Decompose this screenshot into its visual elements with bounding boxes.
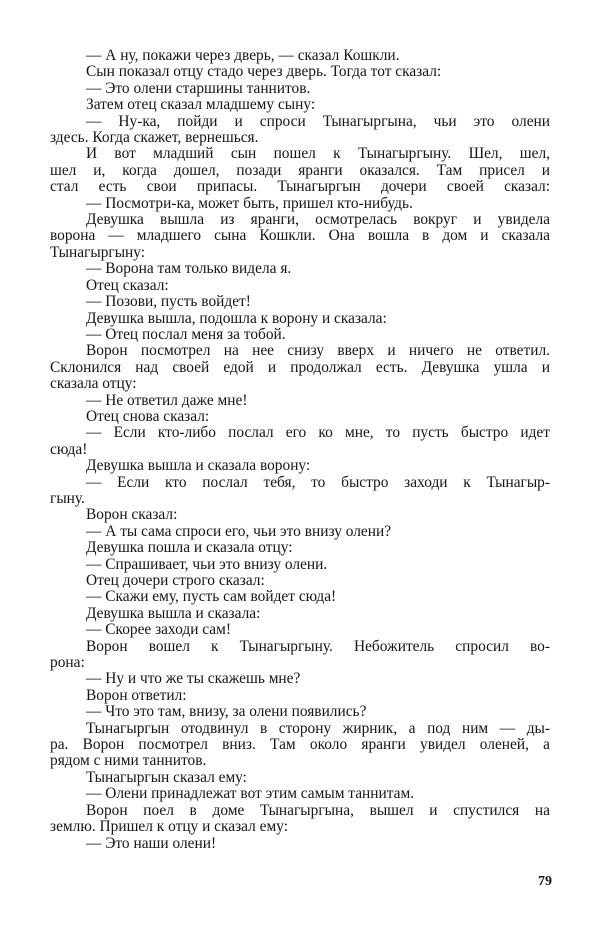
text-line: Сын показал отцу стадо через дверь. Тогда тот сказал: [86,63,442,81]
text-line: — Ворона там только видела я. [86,260,292,278]
text-line: гыну. [50,489,85,507]
text-line: Девушка вышла из яранги, осмотрелась вокруг и увидела [86,211,550,229]
text-line: Девушка пошла и сказала отцу: [86,539,293,557]
text-line: Отец снова сказал: [86,407,210,425]
text-line: Девушка вышла и сказала ворону: [86,457,311,475]
text-line: ра. Ворон посмотрел вниз. Там около яранги увидел оленей, а [50,736,550,754]
text-line: здесь. Когда скажет, вернешься. [50,129,259,147]
text-line: Девушка вышла и сказала: [86,604,261,622]
text-line: — Если кто-либо послал его ко мне, то пусть быстро идет [86,424,550,442]
text-line: Тынагыргын сказал ему: [86,768,247,786]
text-line: Тынагыргыну: [50,243,146,261]
text-line: — Скорее заходи сам! [86,621,232,639]
text-line: Ворон сказал: [86,506,178,524]
text-line: Ворон посмотрел на нее снизу вверх и ничего не ответил. [86,342,550,360]
text-line: — Это олени старшины таннитов. [86,79,311,97]
text-line: И вот младший сын пошел к Тынагыргыну. Шел, шел, [86,145,550,163]
text-line: — Позови, пусть войдет! [86,293,251,311]
text-line: — Ну и что же ты скажешь мне? [86,670,301,688]
text-line: Девушка вышла, подошла к ворону и сказала: [86,309,387,327]
text-line: — Отец послал меня за тобой. [86,325,286,343]
text-line: сюда! [50,440,88,458]
text-line: — А ты сама спроси его, чьи это внизу олени? [86,522,392,540]
text-line: Отец сказал: [86,276,169,294]
text-line: — Спрашивает, чьи это внизу олени. [86,555,328,573]
text-line: Тынагыргын отодвинул в сторону жирник, а под ним — ды- [86,719,550,737]
text-line: стал есть свои припасы. Тынагыргын дочери своей сказал: [50,178,550,196]
text-line: — Посмотри-ка, может быть, пришел кто-нибудь. [86,194,413,212]
text-line: Отец дочери строго сказал: [86,572,265,589]
text-line: Ворон ответил: [86,686,187,704]
text-line: Затем отец сказал младшему сыну: [86,96,316,114]
text-line: — Если кто послал тебя, то быстро заходи к Тынагыр- [86,473,550,491]
text-line: — Ну-ка, пойди и спроси Тынагыргына, чьи это олени [86,112,550,130]
text-line: рона: [50,654,85,672]
text-line: Ворон вошел к Тынагыргыну. Небожитель спросил во- [86,637,550,655]
page-number: 79 [538,874,552,889]
text-line: — Что это там, внизу, за олени появились? [86,703,367,721]
story-text [50,47,550,852]
text-line: ворона — младшего сына Кошкли. Она вошла в дом и сказала [50,227,550,245]
text-line: — А ну, покажи через дверь, — сказал Кошкли. [86,47,400,64]
text-line: — Олени принадлежат вот этим самым таннитам. [86,785,415,803]
text-line: — Не ответил даже мне! [86,391,248,409]
text-line: рядом с ними таннитов. [50,752,207,770]
text-line: Склонился над своей едой и продолжал есть. Девушка ушла и [50,358,550,376]
text-line: Ворон поел в доме Тынагыргына, вышел и спустился на [86,801,550,819]
text-line: — Это наши олени! [86,834,217,852]
text-line: сказала отцу: [50,375,137,393]
text-line: — Скажи ему, пусть сам войдет сюда! [86,588,337,606]
text-line: шел и, когда дошел, позади яранги оказался. Там присел и [50,161,550,179]
text-line: землю. Пришел к отцу и сказал ему: [50,818,289,836]
